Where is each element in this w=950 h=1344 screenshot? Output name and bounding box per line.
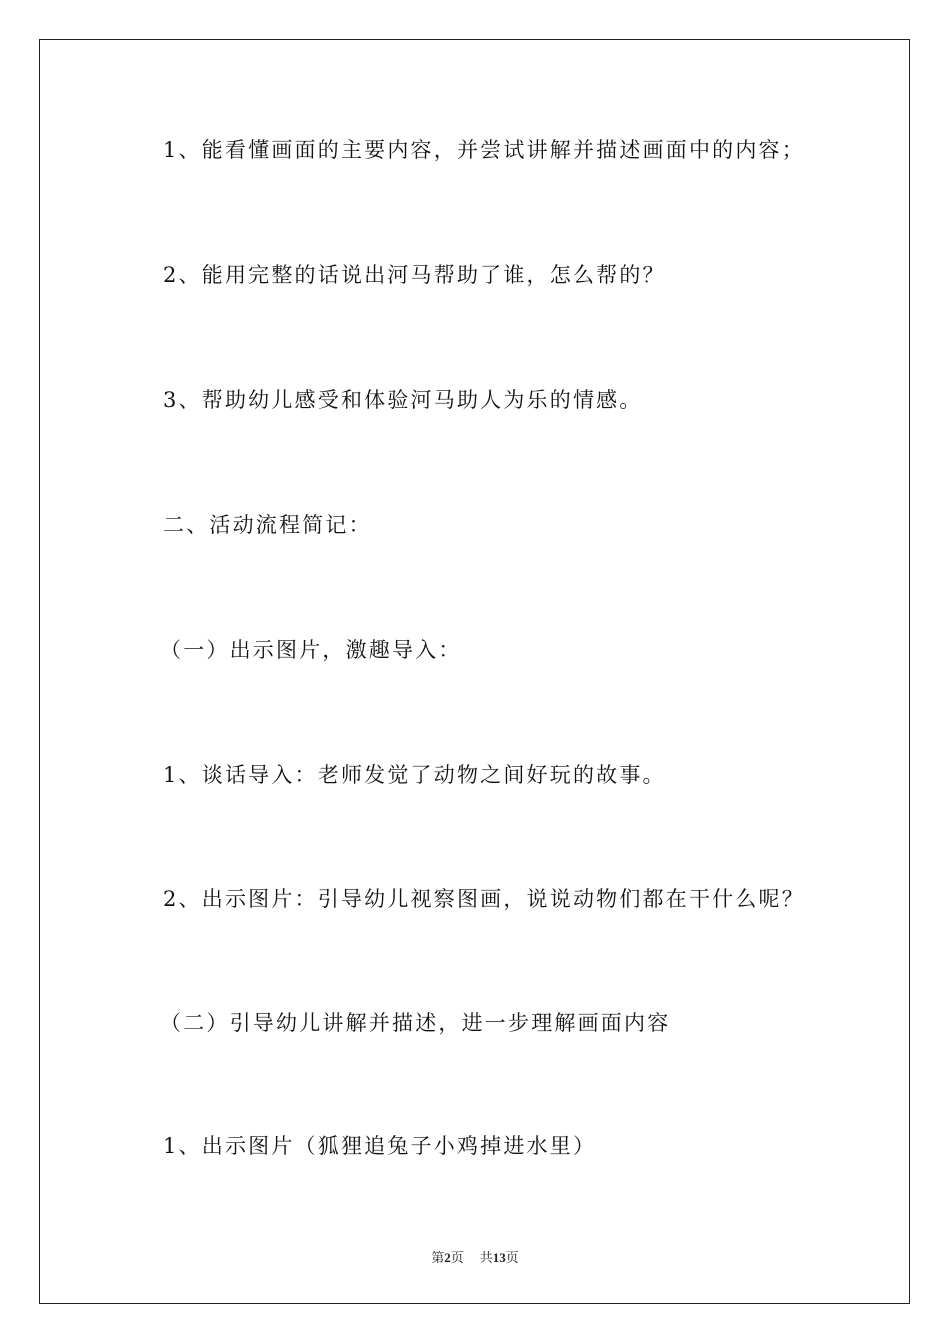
step-2-show-picture: 2、出示图片：引导幼儿视察图画，说说动物们都在干什么呢？ [163,887,805,911]
total-pages: 13 [492,1250,506,1265]
step-1-talk: 1、谈话导入：老师发觉了动物之间好玩的故事。 [163,763,666,787]
subsection-heading-1: （一）出示图片，激趣导入： [160,638,462,662]
page-prefix: 第 [431,1251,445,1266]
total-suffix: 页 [505,1251,519,1266]
step-1-picture-fox: 1、出示图片（狐狸追兔子小鸡掉进水里） [163,1134,597,1158]
objective-1: 1、能看懂画面的主要内容，并尝试讲解并描述画面中的内容； [163,138,805,162]
page-suffix: 页 [450,1251,464,1266]
objective-2: 2、能用完整的话说出河马帮助了谁，怎么帮的？ [163,263,666,287]
objective-3: 3、帮助幼儿感受和体验河马助人为乐的情感。 [163,388,643,412]
subsection-heading-2: （二）引导幼儿讲解并描述，进一步理解画面内容 [160,1011,671,1035]
page-number: 2 [444,1250,451,1265]
page-border [39,39,910,1304]
section-heading-flow: 二、活动流程简记： [163,513,372,537]
total-prefix: 共 [479,1251,493,1266]
page-footer [0,1247,950,1266]
